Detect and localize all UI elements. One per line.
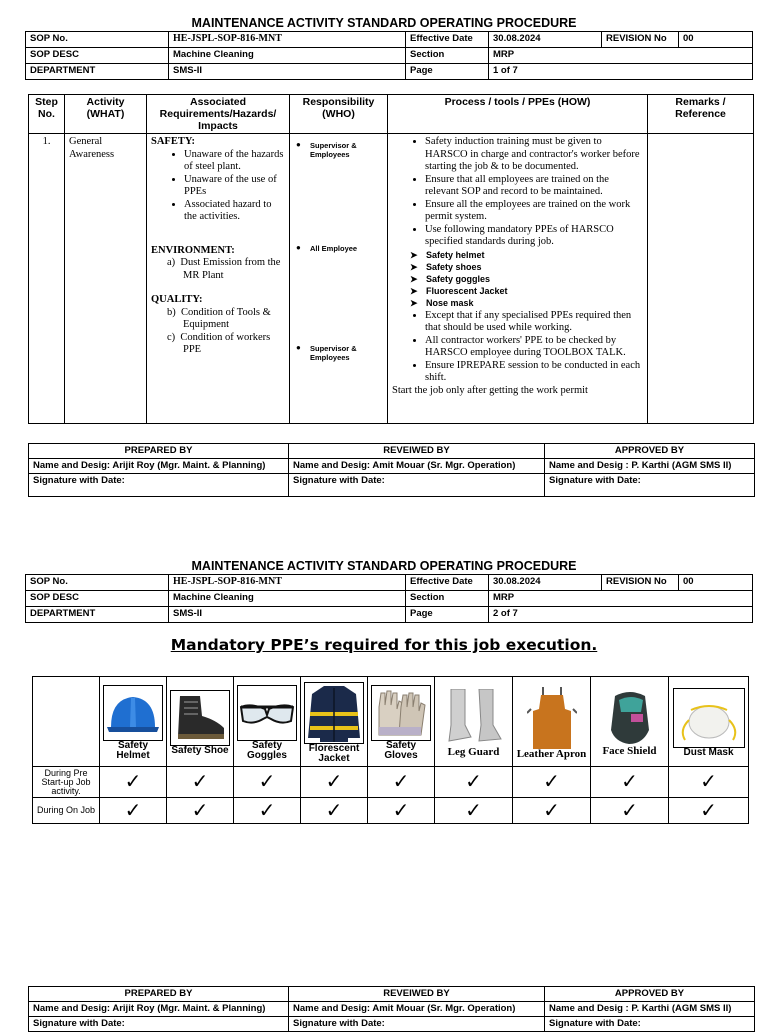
ppe-label: Face Shield [602, 744, 657, 757]
check-icon: ✓ [392, 769, 410, 793]
ppe-helmet-cell [100, 677, 167, 767]
tick-cell [100, 798, 167, 824]
section-label: Section [406, 48, 489, 64]
sop-desc-label: SOP DESC [26, 48, 169, 64]
check-icon: ✓ [621, 769, 638, 793]
process-list-b [392, 310, 643, 385]
approved-signature: Signature with Date: [545, 1017, 755, 1032]
list-item: • Ensure that all employees are trained on the relevant SOP and record to be maintained. [425, 174, 643, 199]
row-label-pre-startup: During Pre Start-up Job activity. [33, 767, 100, 798]
department-label: DEPARTMENT [26, 607, 169, 623]
tick-cell [301, 798, 368, 824]
check-icon: ✓ [191, 797, 209, 822]
sop-desc-label: SOP DESC [26, 591, 169, 607]
tick-cell [368, 767, 435, 798]
list-item: c) Condition of workers PPE [167, 331, 271, 355]
ppe-heading: Mandatory PPE’s required for this job execution. [170, 636, 598, 654]
who-environment-text: All Employee [310, 244, 358, 253]
section-value: MRP [489, 48, 753, 64]
effective-date-value: 30.08.2024 [489, 575, 602, 591]
ppe-label: Leg Guard [447, 745, 500, 758]
department-value: SMS-II [169, 64, 406, 80]
ppe-goggles-cell [234, 677, 301, 767]
check-icon: ✓ [392, 797, 410, 822]
check-icon: ✓ [700, 769, 717, 793]
environment-heading: ENVIRONMENT: [151, 244, 235, 256]
list-item: • Unaware of the hazards of steel plant. [184, 149, 285, 174]
tick-cell [100, 767, 167, 798]
check-icon: ✓ [700, 797, 717, 822]
check-icon: ✓ [258, 769, 276, 793]
helmet-image [103, 685, 163, 741]
check-icon: ✓ [543, 769, 560, 793]
list-item: a) Dust Emission from the MR Plant [167, 257, 281, 281]
sop-steps-table [28, 94, 754, 424]
list-item: • Except that if any specialised PPEs required then that should be used while working. [425, 310, 643, 335]
tick-cell [435, 767, 513, 798]
tick-cell [234, 798, 301, 824]
ppe-legguard-cell [435, 677, 513, 767]
effective-date-label: Effective Date [406, 575, 489, 591]
tick-cell [435, 798, 513, 824]
tick-cell [591, 798, 669, 824]
check-icon: ✓ [191, 769, 209, 793]
shoe-image [170, 690, 230, 746]
goggles-image [237, 685, 297, 741]
approved-by-name: Name and Desig : P. Karthi (AGM SMS II) [545, 1002, 755, 1017]
check-icon: ✓ [543, 797, 560, 822]
tick-cell [368, 798, 435, 824]
effective-date-value: 30.08.2024 [489, 32, 602, 48]
revision-no-label: REVISION No [602, 575, 679, 591]
check-icon: ✓ [621, 797, 638, 822]
prepared-by-name: Name and Desig: Arijit Roy (Mgr. Maint. & Planning) [29, 459, 289, 474]
sop-desc-value: Machine Cleaning [169, 591, 406, 607]
col-responsibility: Responsibility (WHO) [290, 95, 388, 134]
approved-by-heading: APPROVED BY [545, 444, 755, 459]
check-icon: ✓ [124, 797, 142, 822]
activity-cell: General Awareness [65, 134, 147, 424]
check-icon: ✓ [465, 769, 482, 793]
ppe-list-item: ➤ Safety shoes [426, 261, 643, 273]
ppe-mask-cell [669, 677, 749, 767]
leg-guard-image [441, 689, 507, 747]
dust-mask-image [673, 688, 745, 748]
responsibility-cell [290, 134, 388, 424]
table-row [29, 134, 754, 424]
sop-no-value: HE-JSPL-SOP-816-MNT [169, 575, 406, 591]
ppe-jacket-cell [301, 677, 368, 767]
section-label: Section [406, 591, 489, 607]
list-item: • Safety induction training must be given to HARSCO in charge and contractor's worker before starting the job & to be documented. [425, 136, 643, 174]
prepared-by-heading: PREPARED BY [29, 987, 289, 1002]
ppe-list [392, 249, 643, 310]
tick-cell [301, 767, 368, 798]
who-quality: ● Supervisor & Employees [310, 344, 368, 362]
check-icon: ✓ [325, 769, 343, 793]
hazards-cell [147, 134, 290, 424]
prepared-signature: Signature with Date: [29, 1017, 289, 1032]
list-item: • Ensure all the employees are trained on the work permit system. [425, 199, 643, 224]
signoff-table-1 [28, 443, 755, 497]
face-shield-image [605, 690, 655, 746]
reviewed-signature: Signature with Date: [289, 1017, 545, 1032]
sop-no-label: SOP No. [26, 575, 169, 591]
ppe-label: Safety Shoe [171, 744, 229, 756]
tick-cell [591, 767, 669, 798]
ppe-label: Safety Goggles [246, 739, 287, 761]
apron-image [527, 687, 577, 749]
ppe-faceshield-cell [591, 677, 669, 767]
ppe-shoe-cell [167, 677, 234, 767]
table-row [33, 767, 749, 798]
approved-signature: Signature with Date: [545, 474, 755, 497]
check-icon: ✓ [325, 797, 343, 822]
list-item: • Unaware of the use of PPEs [184, 174, 285, 199]
tick-cell [167, 798, 234, 824]
sop-no-label: SOP No. [26, 32, 169, 48]
ppe-corner-cell [33, 677, 100, 767]
signoff-table-2 [28, 986, 755, 1032]
department-value: SMS-II [169, 607, 406, 623]
revision-no-label: REVISION No [602, 32, 679, 48]
tick-cell [234, 767, 301, 798]
col-activity: Activity (WHAT) [65, 95, 147, 134]
prepared-by-name: Name and Desig: Arijit Roy (Mgr. Maint. & Planning) [29, 1002, 289, 1017]
tick-cell [669, 798, 749, 824]
sop-meta-table-2 [25, 574, 753, 623]
section-value: MRP [489, 591, 753, 607]
col-step: Step No. [29, 95, 65, 134]
col-hazards: Associated Requirements/Hazards/ Impacts [147, 95, 290, 134]
check-icon: ✓ [465, 797, 482, 822]
ppe-label: Safety Gloves [384, 739, 418, 761]
sop-desc-value: Machine Cleaning [169, 48, 406, 64]
who-safety: ● Supervisor & Employees [310, 141, 368, 159]
reviewed-signature: Signature with Date: [289, 474, 545, 497]
sop-no-value: HE-JSPL-SOP-816-MNT [169, 32, 406, 48]
tick-cell [513, 798, 591, 824]
ppe-label: Safety Helmet [116, 739, 150, 761]
ppe-list-item: ➤ Safety goggles [426, 273, 643, 285]
row-label-on-job: During On Job [33, 798, 100, 824]
col-remarks: Remarks / Reference [648, 95, 754, 134]
page-value: 1 of 7 [489, 64, 753, 80]
ppe-label: Dust Mask [683, 746, 734, 758]
gloves-image [371, 685, 431, 741]
sop-meta-table-1 [25, 31, 753, 80]
list-item: b) Condition of Tools & Equipment [167, 306, 271, 330]
ppe-list-item: ➤ Nose mask [426, 297, 643, 309]
remarks-cell [648, 134, 754, 424]
effective-date-label: Effective Date [406, 32, 489, 48]
who-quality-text: Supervisor & Employees [310, 344, 357, 362]
list-item: • Use following mandatory PPEs of HARSCO specified standards during job. [425, 224, 643, 249]
prepared-by-heading: PREPARED BY [29, 444, 289, 459]
revision-no-value: 00 [679, 32, 753, 48]
reviewed-by-name: Name and Desig: Amit Mouar (Sr. Mgr. Operation) [289, 459, 545, 474]
ppe-list-item: ➤ Fluorescent Jacket [426, 285, 643, 297]
approved-by-name: Name and Desig : P. Karthi (AGM SMS II) [545, 459, 755, 474]
page-value: 2 of 7 [489, 607, 753, 623]
page-1-title: MAINTENANCE ACTIVITY STANDARD OPERATING PROCEDURE [191, 16, 577, 30]
process-footer: Start the job only after getting the work permit [392, 384, 588, 396]
reviewed-by-heading: REVEIWED BY [289, 987, 545, 1002]
ppe-apron-cell [513, 677, 591, 767]
process-cell [388, 134, 648, 424]
page-label: Page [406, 607, 489, 623]
check-icon: ✓ [258, 797, 276, 822]
list-item: • Associated hazard to the activities. [184, 199, 285, 224]
page-label: Page [406, 64, 489, 80]
step-number: 1. [29, 134, 65, 424]
ppe-label: Florescent Jacket [308, 742, 360, 764]
page-2-title: MAINTENANCE ACTIVITY STANDARD OPERATING PROCEDURE [191, 559, 577, 573]
table-row [33, 798, 749, 824]
who-environment: ● All Employee [296, 243, 358, 253]
approved-by-heading: APPROVED BY [545, 987, 755, 1002]
quality-heading: QUALITY: [151, 294, 203, 305]
tick-cell [167, 767, 234, 798]
ppe-list-item: ➤ Safety helmet [426, 249, 643, 261]
reviewed-by-name: Name and Desig: Amit Mouar (Sr. Mgr. Operation) [289, 1002, 545, 1017]
check-icon: ✓ [124, 769, 142, 793]
col-process: Process / tools / PPEs (HOW) [388, 95, 648, 134]
process-list-a [392, 136, 643, 249]
list-item: • All contractor workers' PPE to be checked by HARSCO employee during TOOLBOX TALK. [425, 335, 643, 360]
ppe-label: Leather Apron [516, 747, 587, 760]
safety-list [151, 149, 285, 224]
list-item: • Ensure IPREPARE session to be conducted in each shift. [425, 360, 643, 385]
department-label: DEPARTMENT [26, 64, 169, 80]
tick-cell [669, 767, 749, 798]
ppe-table [32, 676, 749, 824]
tick-cell [513, 767, 591, 798]
prepared-signature: Signature with Date: [29, 474, 289, 497]
ppe-gloves-cell [368, 677, 435, 767]
who-safety-text: Supervisor & Employees [310, 141, 357, 159]
revision-no-value: 00 [679, 575, 753, 591]
safety-heading: SAFETY: [151, 136, 195, 147]
jacket-image [304, 682, 364, 744]
reviewed-by-heading: REVEIWED BY [289, 444, 545, 459]
